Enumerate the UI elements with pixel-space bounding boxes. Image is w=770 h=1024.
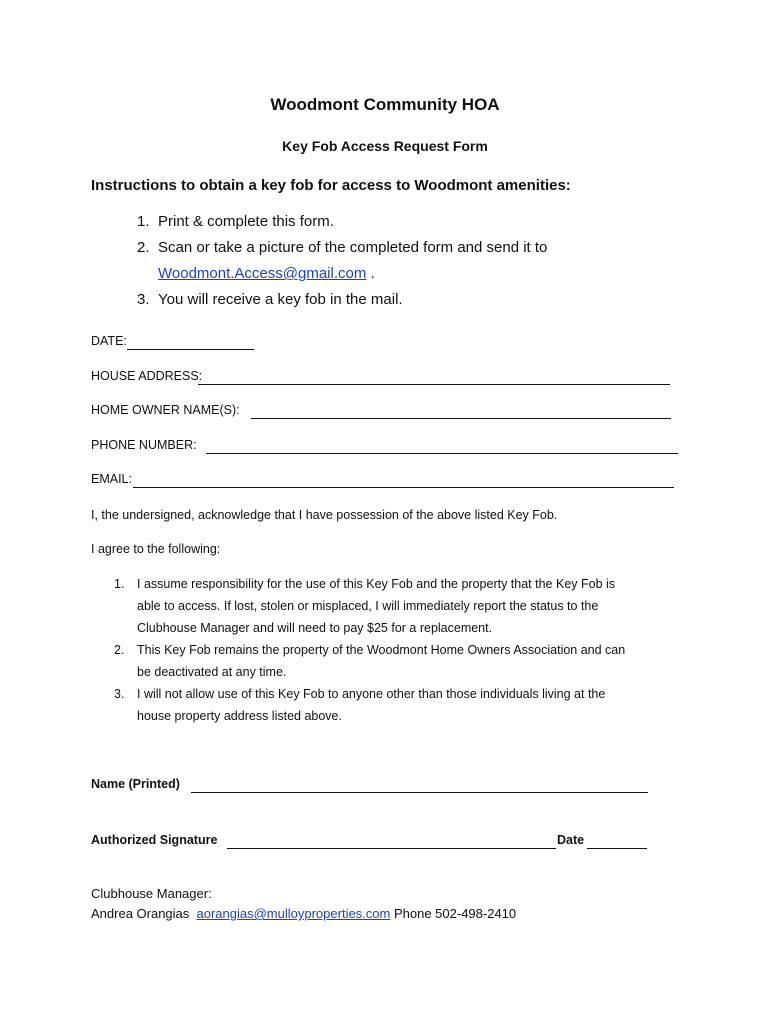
step-number: 1.: [137, 213, 150, 230]
agreement-line: Clubhouse Manager and will need to pay $25 for a replacement.: [137, 621, 493, 635]
agreement-number: 3.: [114, 687, 125, 701]
manager-name: Andrea Orangias: [91, 906, 190, 921]
step-number: 2.: [137, 239, 150, 256]
agree-intro: I agree to the following:: [91, 542, 221, 556]
phone-label: PHONE NUMBER:: [91, 438, 197, 452]
step-number: 3.: [137, 291, 150, 308]
signature-date-label: Date: [557, 833, 585, 847]
home-owner-label: HOME OWNER NAME(S):: [91, 403, 240, 417]
email-input-line[interactable]: [133, 487, 674, 488]
name-printed-label: Name (Printed): [91, 777, 180, 791]
agreement-line: house property address listed above.: [137, 709, 342, 723]
instructions-heading: Instructions to obtain a key fob for access to Woodmont amenities:: [91, 177, 571, 194]
agreement-line: I will not allow use of this Key Fob to anyone other than those individuals living at the: [137, 687, 606, 701]
manager-phone: Phone 502-498-2410: [393, 906, 517, 921]
access-email-link[interactable]: Woodmont.Access@gmail.com: [158, 265, 367, 282]
page-title: Woodmont Community HOA: [270, 95, 500, 114]
step-punctuation: .: [366, 265, 375, 282]
manager-email-link[interactable]: aorangias@mulloyproperties.com: [196, 906, 391, 921]
date-label: DATE:: [91, 334, 127, 348]
name-printed-input-line[interactable]: [191, 792, 648, 793]
manager-contact: [91, 906, 516, 921]
step-text: Print & complete this form.: [158, 213, 334, 230]
manager-label: Clubhouse Manager:: [91, 886, 212, 901]
signature-input-line[interactable]: [227, 848, 556, 849]
agreement-line: I assume responsibility for the use of this Key Fob and the property that the Key Fob is: [137, 577, 616, 591]
agreement-number: 1.: [114, 577, 125, 591]
agreement-number: 2.: [114, 643, 125, 657]
email-label: EMAIL:: [91, 472, 132, 486]
acknowledgement-text: I, the undersigned, acknowledge that I have possession of the above listed Key Fob.: [91, 508, 558, 522]
agreement-line: be deactivated at any time.: [137, 665, 287, 679]
form-subtitle: Key Fob Access Request Form: [282, 138, 488, 154]
step-text: You will receive a key fob in the mail.: [158, 291, 403, 308]
step-text-continued: [158, 265, 375, 282]
agreement-line: able to access. If lost, stolen or misplaced, I will immediately report the status to the: [137, 599, 599, 613]
agreement-line: This Key Fob remains the property of the Woodmont Home Owners Association and can: [137, 643, 626, 657]
house-address-label: HOUSE ADDRESS:: [91, 369, 203, 383]
house-address-input-line[interactable]: [198, 384, 670, 385]
home-owner-input-line[interactable]: [251, 418, 671, 419]
authorized-signature-label: Authorized Signature: [91, 833, 218, 847]
signature-date-input-line[interactable]: [587, 848, 647, 849]
date-input-line[interactable]: [127, 349, 254, 350]
phone-input-line[interactable]: [206, 453, 678, 454]
step-text: Scan or take a picture of the completed form and send it to: [158, 239, 548, 256]
